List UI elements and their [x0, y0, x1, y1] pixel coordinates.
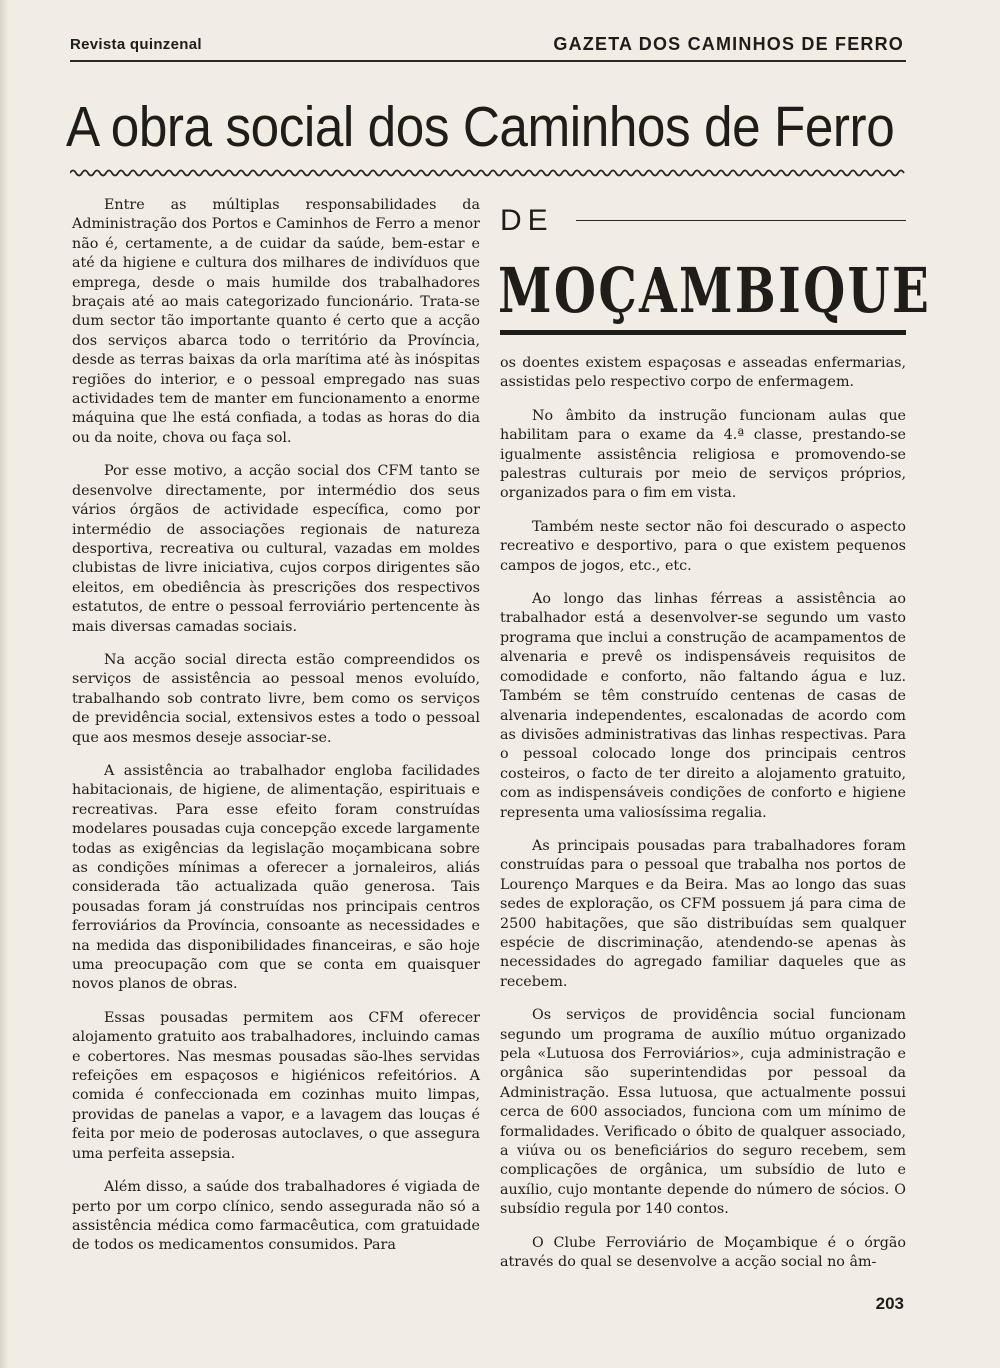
- paragraph: Essas pousadas permitem aos CFM oferecer alojamento gratuito aos trabalhadores, incluindo camas e cobertores. Nas mesmas pousadas são-lhes servidas refeições em espaçosos e higiénicos refeitórios. A comida é confeccionada em cozinhas muito limpas, providas de panelas a vapor, e a lavagem das louças é feita por meio de poderosas autoclaves, o que assegura uma perfeita assepsia.: [72, 1009, 480, 1162]
- subtitle-rule: [576, 220, 906, 221]
- paragraph: No âmbito da instrução funcionam aulas que habilitam para o exame da 4.ª classe, prestando-se igualmente assistência religiosa e promovendo-se palestras culturais por meio de serviços próprios, organizados para o fim em vista.: [500, 407, 906, 502]
- paragraph: Por esse motivo, a acção social dos CFM tanto se desenvolve directamente, por intermédio dos seus vários órgãos de actividade específica, como por intermédio de associações regionais de natureza desportiva, recreativa ou cultural, vazadas em moldes clubistas de livre iniciativa, cujos corpos dirigentes são eleitos, em obediência às prescrições dos respectivos estatutos, de entre o pessoal ferroviário pertencente às mais diversas camadas sociais.: [72, 463, 480, 635]
- decorative-wavy-rule: [70, 166, 906, 180]
- article-column-left: [72, 196, 480, 1270]
- running-header-left: Revista quinzenal: [70, 36, 202, 53]
- paragraph: O Clube Ferroviário de Moçambique é o órgão através do qual se desenvolve a acção social no âm-: [500, 1234, 906, 1271]
- paragraph: A assistência ao trabalhador engloba facilidades habitacionais, de higiene, de alimentação, espirituais e recreativas. Para esse efeito foram construídas modelares pousadas cuja concepção excede largamente todas as exigências da legislação moçambicana sobre as condições mínimas a oferecer a jornaleiros, aliás considerada tão actualizada quão generosa. Tais pousadas foram já construídas nos principais centros ferroviários da Província, consoante as necessidades e na medida das disponibilidades financeiras, e são hoje uma preocupação com que se conta em quaisquer novos planos de obras.: [72, 762, 480, 993]
- subtitle-de: DE: [500, 204, 554, 237]
- paragraph: Entre as múltiplas responsabilidades da Administração dos Portos e Caminhos de Ferro a menor não é, certamente, a de cuidar da saúde, bem-estar e até da higiene e cultura dos milhares de indivíduos que emprega, desde o mais humilde dos trabalhadores braçais até ao mais categorizado funcionário. Trata-se dum sector tão importante quanto é certo que a acção dos serviços abarca todo o território da Província, desde as terras baixas da orla marítima até às inóspitas regiões do interior, e o pessoal empregado nas suas actividades tem de manter em funcionamento a enorme máquina que lhe está confiada, a todas as horas do dia ou da noite, chova ou faça sol.: [72, 197, 480, 446]
- paragraph: Ao longo das linhas férreas a assistência ao trabalhador está a desenvolver-se segundo um vasto programa que inclui a construção de acampamentos de alvenaria e prevê os indispensáveis requisitos de comodidade e conforto, não faltando água e luz. Também se têm construído centenas de casas de alvenaria independentes, escalonadas de acordo com as divisões administrativas das linhas respectivas. Para o pessoal colocado longe dos principais centros costeiros, o facto de ter direito a alojamento gratuito, com as indispensáveis condições de conforto e higiene representa uma valiosíssima regalia.: [500, 591, 906, 821]
- subtitle-thick-rule: [500, 330, 906, 335]
- running-header-right: GAZETA DOS CAMINHOS DE FERRO: [553, 34, 904, 54]
- paragraph: os doentes existem espaçosas e asseadas enfermarias, assistidas pelo respectivo corpo de enfermagem.: [500, 355, 906, 391]
- paragraph: Também neste sector não foi descurado o aspecto recreativo e desportivo, para o que existem pequenos campos de jogos, etc., etc.: [500, 518, 906, 574]
- paragraph: As principais pousadas para trabalhadores foram construídas para o pessoal que trabalha nos portos de Lourenço Marques e da Beira. Mas ao longo das suas sedes de exploração, os CFM possuem já para cima de 2500 habitações, que são distribuídas sem qualquer espécie de discriminação, atendendo-se apenas às necessidades do agregado familiar daqueles que as recebem.: [500, 837, 906, 990]
- page-number: 203: [875, 1294, 904, 1313]
- paragraph: Na acção social directa estão compreendidos os serviços de assistência ao pessoal menos evoluído, trabalhando sob contrato livre, bem como os serviços de previdência social, extensivos estes a todo o pessoal que aos mesmos deseje associar-se.: [72, 651, 480, 746]
- header-rule: [70, 60, 906, 62]
- paragraph: Além disso, a saúde dos trabalhadores é vigiada de perto por um corpo clínico, sendo assegurada não só a assistência médica como farmacêutica, com gratuidade de todos os medicamentos consumidos. Para: [72, 1179, 480, 1254]
- article-column-right: [500, 354, 906, 1286]
- binding-edge: [0, 0, 8, 1368]
- article-title: A obra social dos Caminhos de Ferro: [66, 95, 895, 159]
- subtitle-mocambique: MOÇAMBIQUE: [498, 254, 932, 327]
- paragraph: Os serviços de providência social funcionam segundo um programa de auxílio mútuo organizado pela «Lutuosa dos Ferroviários», cuja administração e orgânica são superintendidas por pessoal da Administração. Essa lutuosa, que actualmente possui cerca de 600 associados, funciona com um mínimo de formalidades. Verificado o óbito de qualquer associado, a viúva ou os beneficiários do seguro recebem, sem complicações de orgânica, um subsídio de luto e auxílio, cujo montante depende do número de sócios. O subsídio regula por 140 contos.: [500, 1007, 906, 1218]
